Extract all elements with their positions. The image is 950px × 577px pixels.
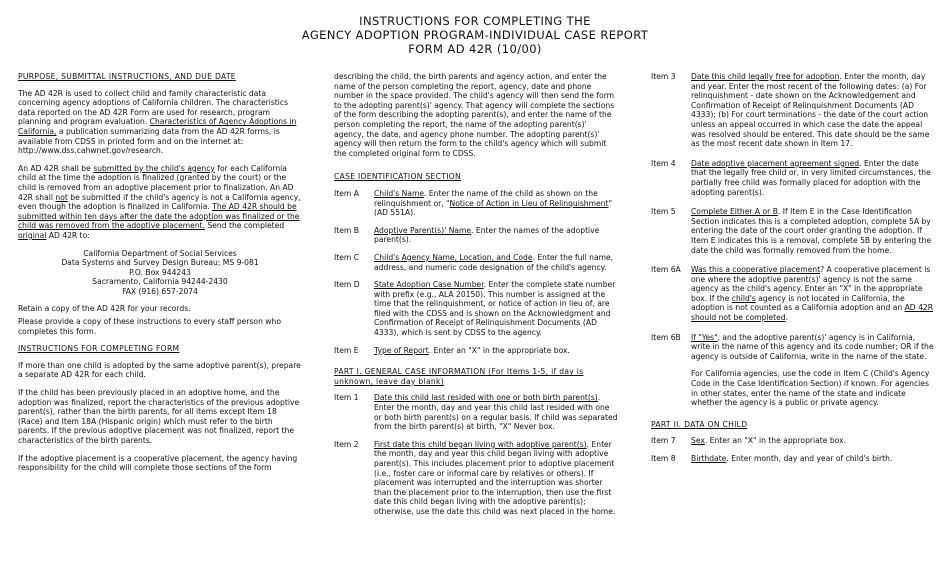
item-body <box>374 253 618 272</box>
item-text: . Enter the complete state number with prefix (e.g., ALA 20150). This number is assigned at the time that the relinquishment, or notice of action in lieu of, are filed with the CDSS and is shown on the Acknowledgment and Confirmation of Receipt of Relinquishment Documents (AD 4333), which is sent by CDSS to the agency. <box>374 280 616 338</box>
item-heading: First date this child began living with adoptive parent(s) <box>374 439 587 449</box>
address-line: California Department of Social Services <box>83 248 237 258</box>
item-heading: Was this a cooperative placement <box>691 265 821 275</box>
section-heading-instructions: INSTRUCTIONS FOR COMPLETING FORM <box>18 344 180 354</box>
text: for each California child at the time the adoption is finalized (granted by the court) or the child is removed from an adoptive placement prior to finalization. An AD 42R shall <box>18 163 294 202</box>
item-label: Item B <box>334 225 359 235</box>
text: An AD 42R shall be <box>18 163 94 173</box>
item-text: . Enter the date that the legally free child or, in very limited circumstances, the partially free child was formally placed for adoption with the adopting parent(s). <box>691 158 931 197</box>
item-label: Item 8 <box>651 454 676 463</box>
item-8 <box>651 454 935 464</box>
item-heading: Sex <box>691 436 705 446</box>
item-text: . If Item E in the Case Identification Section indicates this is a completed adoption, complete 5A by entering the date of the court order granting the adoption. If Item E indicates this is a removal, complete 5B by entering the date the child was formally removed from the home. <box>691 207 932 255</box>
item-body <box>691 265 935 323</box>
section-heading-part-1: PART I. GENERAL CASE INFORMATION (For Items 1-5, if day is unknown, leave day blank) <box>334 367 584 386</box>
item-body <box>691 72 935 149</box>
paragraph-retain: Retain a copy of the AD 42R for your records. <box>18 304 191 314</box>
item-1 <box>334 393 618 431</box>
text: The AD 42R is used to collect child and family characteristic data concerning agency adoptions of California children. The characteristics data reported on the AD 42R Form are used for research, program planning and program evaluation. <box>18 88 289 127</box>
item-text: . Enter month, day and year of child's birth. <box>726 454 893 463</box>
item-5 <box>651 207 935 255</box>
item-text: . Enter an "X" in the appropriate box. <box>428 345 570 355</box>
address-line: P.O. Box 944243 <box>129 267 191 277</box>
item-6b-note <box>651 369 935 407</box>
item-heading: If "Yes" <box>691 332 718 342</box>
item-text: . <box>785 313 789 323</box>
item-label: Item D <box>334 280 360 290</box>
item-2 <box>334 440 618 517</box>
paragraph-previous-placement: If the child has been previously placed in an adoptive home, and the adoption was finalized, report the characteristics of the previous adoptive parent(s), rather than the birth parents, for all items except Item 18 (Race) and Item 18A (Hispanic origin) which must refer to the birth parents. If the previous adoptive placement was not finalized, report the characteristics of the birth parents. <box>18 388 300 445</box>
item-label: Item 7 <box>651 436 676 446</box>
item-label: Item 5 <box>651 207 676 217</box>
item-body <box>691 454 935 464</box>
item-text: agency is not located in California, the adoption is not counted as a California adoption and an <box>691 293 905 313</box>
item-heading: Child's Name <box>374 188 425 198</box>
paragraph-provide: Please provide a copy of these instructions to every staff person who completes this form. <box>18 317 281 336</box>
title-line-1: INSTRUCTIONS FOR COMPLETING THE <box>359 14 591 28</box>
section-heading-part-2: PART II. DATA ON CHILD <box>651 419 748 429</box>
emphasis: not <box>55 192 68 202</box>
address-line: Sacramento, California 94244-2430 <box>92 277 228 287</box>
item-c <box>334 253 618 272</box>
item-label: Item 6B <box>651 332 681 342</box>
item-d <box>334 280 618 338</box>
item-label: Item C <box>334 252 360 262</box>
item-body <box>374 280 618 338</box>
item-text: ? A cooperative placement is one where the adoptive parent(s)' agency is not the same agency as the child's agency. Enter an "X" in the appropriate box. If the <box>691 265 931 303</box>
item-7 <box>651 436 935 446</box>
paragraph-continued: describing the child, the birth parents and agency action, and enter the name of the person completing the report, agency, date and phone number in the space provided. The child's agency will then send the form to the adopting parent(s)' agency. That agency will complete the sections of the form describing the adopting parent(s), and enter the name of the person completing the report, the name of the adopting parent(s)' agency, the date, and agency phone number. The adopting parent(s)' agency will then return the form to the child's agency which will submit the completed original form to CDSS. <box>334 72 615 158</box>
item-heading: Birthdate <box>691 454 727 463</box>
paragraph-multiple-children: If more than one child is adopted by the same adoptive parent(s), prepare a separate AD 42R for each child. <box>18 360 301 380</box>
paragraph-cooperative: If the adoptive placement is a cooperative placement, the agency having responsibility for the child will complete those sections of the form <box>18 453 298 473</box>
item-label: Item 1 <box>334 393 359 403</box>
text: Send the completed <box>205 221 285 231</box>
item-body <box>374 393 618 431</box>
title-line-3: FORM AD 42R (10/00) <box>408 42 542 56</box>
form-title-ref: Notice of Action in Lieu of Relinquishment <box>449 198 609 208</box>
item-text: . Enter the names of the adoptive parent(s). <box>374 225 600 245</box>
item-body <box>374 226 618 245</box>
item-text: . Enter the name of the child as shown on the relinquishment or, " <box>374 188 598 208</box>
item-label: Item 4 <box>651 158 676 168</box>
mailing-address <box>18 249 302 297</box>
item-body <box>691 333 935 362</box>
paragraph-purpose <box>18 89 302 156</box>
form-title <box>0 14 950 56</box>
item-text: . Enter the month, day and year this child last resided with one or both birth parent(s) on a regular basis. If child was separated from the birth parent(s) at birth, "X" Never box. <box>374 393 618 432</box>
column-middle <box>334 72 618 525</box>
due-date-emphasis: The AD 42R should be submitted within ten days after the date the adoption was finalized or the child was removed from the adoptive placement. <box>18 202 300 231</box>
item-text: . Enter the month, day and year. Enter the most recent of the following dates: (a) For relinquishment - date shown on the Acknowledgement and Confirmation of Receipt of Relinquishment Documents (AD 4333); (b) For court terminations - the date of the court action unless an appeal occurred in which case the date the appeal was resolved should be entered. This date should be the same as the most recent date shown in Item 17. <box>691 72 930 149</box>
section-heading-case-identification: CASE IDENTIFICATION SECTION <box>334 172 461 182</box>
title-line-2: AGENCY ADOPTION PROGRAM-INDIVIDUAL CASE REPORT <box>301 28 649 42</box>
publication-title: Characteristics of Agency Adoptions in California, <box>18 117 297 136</box>
emphasis: AD 42R should not be completed <box>691 303 934 323</box>
item-label: Item 2 <box>334 439 359 449</box>
paragraph-california-agencies: For California agencies, use the code in Item C (Child's Agency Code in the Case Identification Section) if known. For agencies in other states, enter the name of the state and indicate whether the agency is a public or private agency. <box>691 369 930 408</box>
address-line: Data Systems and Survey Design Bureau; MS 9-081 <box>61 258 259 268</box>
item-body <box>691 159 935 197</box>
item-body <box>691 436 935 446</box>
item-4 <box>651 159 935 197</box>
item-a <box>334 189 618 218</box>
text: AD 42R to: <box>46 230 90 240</box>
item-heading: Type of Report <box>374 345 429 355</box>
text: be submitted if the child's agency is not a California agency, even though the adoption is finalized in California. <box>18 192 301 212</box>
emphasis: submitted by the child's agency <box>93 163 215 173</box>
item-text: . Enter the month, day and year this child began living with adoptive parent(s). This includes placement prior to adoptive placement (i.e., foster care or informal care by relatives or others). If placement was interrupted and the interruption was shorter than the placement prior to the interruption, then use the first date this child began living with the adoptive parent(s); otherwise, use the date this child was next placed in the home. <box>374 439 616 516</box>
item-heading: Date this child legally free for adoption <box>691 72 840 81</box>
section-heading-purpose: PURPOSE, SUBMITTAL INSTRUCTIONS, AND DUE DATE <box>18 72 236 81</box>
item-e <box>334 346 618 356</box>
item-b <box>334 226 618 245</box>
item-6a <box>651 265 935 323</box>
spacer <box>651 369 691 407</box>
column-right <box>651 72 935 472</box>
item-6b <box>651 333 935 362</box>
item-text: , and the adoptive parent(s)' agency is in California, write in the name of this agency and its code number; OR if the agency is outside of California, write in the name of the state. <box>691 332 934 361</box>
item-heading: Adoptive Parent(s)' Name <box>374 225 472 235</box>
item-text: " (AD 551A). <box>374 198 612 218</box>
address-line: FAX (916) 657-2074 <box>122 286 198 296</box>
item-label: Item E <box>334 345 359 355</box>
item-heading: State Adoption Case Number <box>374 280 484 290</box>
item-text: . Enter an "X" in the appropriate box. <box>704 436 846 446</box>
emphasis: child's <box>731 293 756 303</box>
item-label: Item A <box>334 188 359 198</box>
item-body <box>374 189 618 218</box>
item-heading: Date adoptive placement agreement signed <box>691 158 860 168</box>
column-left <box>18 72 302 481</box>
item-label: Item 3 <box>651 72 676 81</box>
item-text: . Enter the full name, address, and numeric code designation of the child's agency. <box>374 252 614 272</box>
item-label: Item 6A <box>651 265 681 275</box>
item-body <box>691 207 935 255</box>
item-body <box>374 346 618 356</box>
item-3 <box>651 72 935 149</box>
item-heading: Complete Either A or B <box>691 207 778 217</box>
item-body <box>374 440 618 517</box>
item-heading: Child's Agency Name, Location, and Code <box>374 252 533 262</box>
emphasis: original <box>18 230 47 240</box>
item-heading: Date this child last resided with one or both birth parent(s) <box>374 393 598 403</box>
paragraph-submittal <box>18 164 302 241</box>
text: a publication summarizing data from the AD 42R forms, is available from CDSS in printed form and on the internet at: http://www.dss.cahwnet.gov/research. <box>18 126 280 156</box>
